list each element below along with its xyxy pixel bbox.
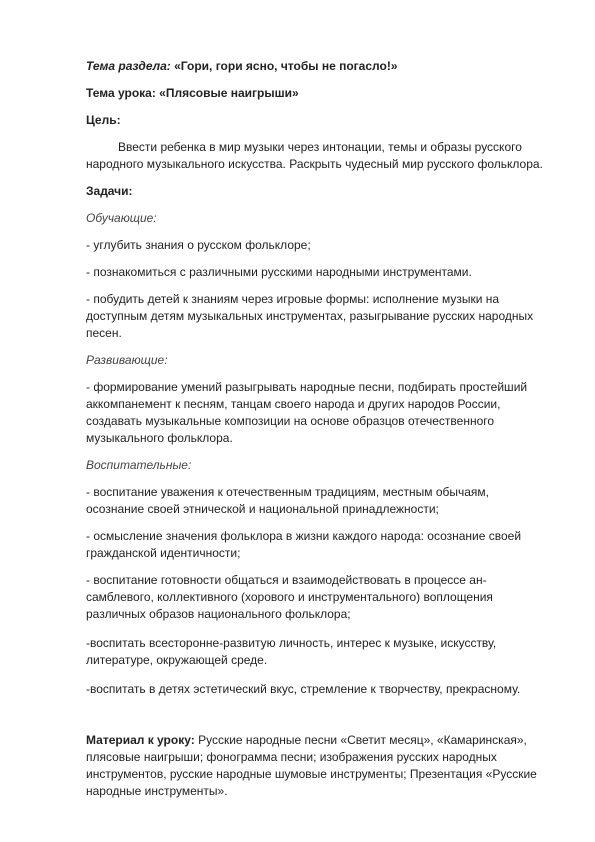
section-theme-label: Тема раздела: [86,59,171,73]
educational-item: -воспитать в детях эстетический вкус, стремление к творчеству, прекрасному. [86,682,521,696]
developing-heading: Развивающие: [86,353,168,367]
teaching-heading: Обучающие: [86,211,157,225]
goal-text: Ввести ребенка в мир музыки через интонации, темы и образы русского народного музыкального искусства. Раскрыть чудесный мир русского фольклора. [86,140,543,171]
goal-heading: Цель: [86,113,121,127]
educational-heading: Воспитательные: [86,458,192,472]
educational-item: - воспитание уважения к отечественным традициям, местным обычаям, осознание своей этнической и национальной принадлежности; [86,485,490,516]
educational-item: - осмысление значения фольклора в жизни каждого народа: осознание своей гражданской идентичности; [86,529,522,560]
lesson-theme-label: Тема урока: [86,86,156,100]
material-text: Русские народные песни «Светит месяц», «Камаринская», плясовые наигрыши; фонограмма песни; изображения русских народных инструментов, русские народные шумовые инструменты; Презентация «Русские народные инструменты». [86,733,537,798]
teaching-item: - познакомиться с различными русскими народными инструментами. [86,265,472,279]
section-theme-title: «Гори, гори ясно, чтобы не погасло!» [170,59,398,73]
material-paragraph [86,732,546,800]
document-body [86,58,546,810]
educational-item: - воспитание готовности общаться и взаимодействовать в процессе ан-самблевого, коллективного (хорового и инструментального) воплощения различных образов национального фольклора; [86,573,493,621]
teaching-item: - углубить знания о русском фольклоре; [86,238,311,252]
lesson-theme [86,85,546,102]
lesson-theme-title: «Плясовые наигрыши» [155,86,299,100]
tasks-heading: Задачи: [86,184,133,198]
educational-item: -воспитать всесторонне-развитую личность, интерес к музыке, искусству, литературе, окружающей среде. [86,636,497,667]
material-label: Материал к уроку: [86,733,195,747]
teaching-item: - побудить детей к знаниям через игровые формы: исполнение музыки на доступным детям музыкальных инструментах, разыгрывание русских народных песен. [86,292,534,340]
developing-item: - формирование умений разыгрывать народные песни, подбирать простейший аккомпанемент к песням, танцам своего народа и других народов России, создавать музыкальные композиции на основе образцов отечественного музыкального фольклора. [86,380,528,445]
section-theme [86,58,546,75]
